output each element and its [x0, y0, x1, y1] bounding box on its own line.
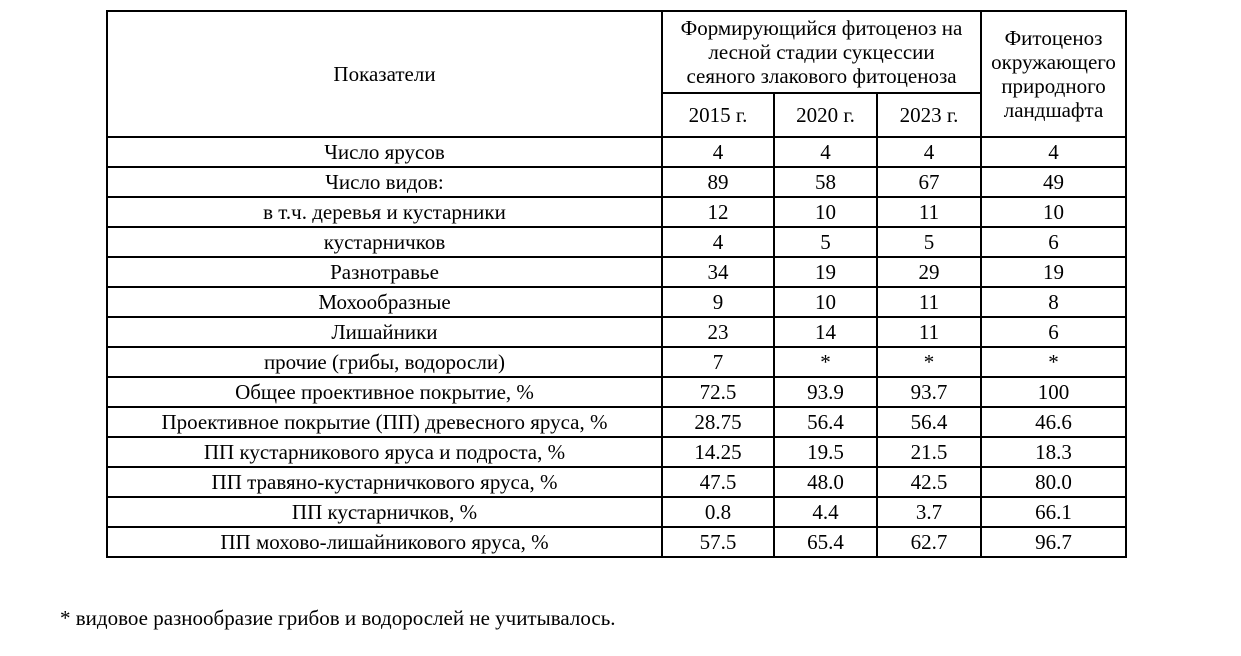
cell-indicator: Проективное покрытие (ПП) древесного яруса, % [107, 407, 662, 437]
table-row [107, 317, 1126, 347]
cell-2015: 4 [662, 227, 774, 257]
header-year-2023: 2023 г. [877, 93, 981, 137]
table-row [107, 167, 1126, 197]
table-row [107, 227, 1126, 257]
cell-2015: 23 [662, 317, 774, 347]
cell-landscape: 6 [981, 227, 1126, 257]
cell-2015: 89 [662, 167, 774, 197]
cell-indicator: Разнотравье [107, 257, 662, 287]
header-year-2020: 2020 г. [774, 93, 877, 137]
cell-landscape: 10 [981, 197, 1126, 227]
cell-2020: 5 [774, 227, 877, 257]
cell-indicator: кустарничков [107, 227, 662, 257]
cell-2023: 62.7 [877, 527, 981, 557]
cell-2020: * [774, 347, 877, 377]
cell-2020: 10 [774, 197, 877, 227]
cell-2020: 14 [774, 317, 877, 347]
cell-2023: 3.7 [877, 497, 981, 527]
cell-2023: 11 [877, 197, 981, 227]
cell-indicator: ПП травяно-кустарничкового яруса, % [107, 467, 662, 497]
cell-2023: 11 [877, 287, 981, 317]
cell-2023: 42.5 [877, 467, 981, 497]
cell-indicator: Лишайники [107, 317, 662, 347]
table-row [107, 287, 1126, 317]
cell-2020: 48.0 [774, 467, 877, 497]
table-row [107, 377, 1126, 407]
cell-2020: 10 [774, 287, 877, 317]
cell-indicator: Число ярусов [107, 137, 662, 167]
table-body [107, 137, 1126, 557]
cell-2020: 4.4 [774, 497, 877, 527]
cell-2020: 93.9 [774, 377, 877, 407]
cell-indicator: Общее проективное покрытие, % [107, 377, 662, 407]
header-indicator: Показатели [107, 11, 662, 137]
header-group-line: лесной стадии сукцессии [708, 40, 935, 64]
table-row [107, 257, 1126, 287]
cell-2020: 4 [774, 137, 877, 167]
header-landscape-line: Фитоценоз [1004, 26, 1103, 50]
header-landscape [981, 11, 1126, 137]
header-group [662, 11, 981, 93]
cell-2020: 19.5 [774, 437, 877, 467]
header-landscape-line: ландшафта [1003, 98, 1104, 122]
cell-2015: 28.75 [662, 407, 774, 437]
cell-2015: 57.5 [662, 527, 774, 557]
cell-2015: 34 [662, 257, 774, 287]
cell-2023: 5 [877, 227, 981, 257]
cell-landscape: 6 [981, 317, 1126, 347]
cell-landscape: 80.0 [981, 467, 1126, 497]
cell-2015: 0.8 [662, 497, 774, 527]
cell-2023: 11 [877, 317, 981, 347]
header-landscape-line: окружающего [991, 50, 1116, 74]
cell-2015: 9 [662, 287, 774, 317]
cell-indicator: Число видов: [107, 167, 662, 197]
table-row [107, 407, 1126, 437]
table-row [107, 437, 1126, 467]
cell-landscape: * [981, 347, 1126, 377]
cell-2015: 12 [662, 197, 774, 227]
cell-2015: 14.25 [662, 437, 774, 467]
cell-2023: 21.5 [877, 437, 981, 467]
cell-landscape: 49 [981, 167, 1126, 197]
cell-landscape: 46.6 [981, 407, 1126, 437]
cell-2023: 4 [877, 137, 981, 167]
cell-landscape: 18.3 [981, 437, 1126, 467]
cell-2023: 56.4 [877, 407, 981, 437]
cell-indicator: ПП кустарникового яруса и подроста, % [107, 437, 662, 467]
cell-indicator: ПП кустарничков, % [107, 497, 662, 527]
cell-indicator: Мохообразные [107, 287, 662, 317]
cell-2015: 7 [662, 347, 774, 377]
cell-2015: 4 [662, 137, 774, 167]
table-row [107, 527, 1126, 557]
header-year-2015: 2015 г. [662, 93, 774, 137]
cell-landscape: 96.7 [981, 527, 1126, 557]
table-row [107, 467, 1126, 497]
footnote: * видовое разнообразие грибов и водорослей не учитывалось. [60, 606, 616, 630]
cell-2023: 67 [877, 167, 981, 197]
cell-2023: * [877, 347, 981, 377]
cell-2020: 19 [774, 257, 877, 287]
cell-2020: 56.4 [774, 407, 877, 437]
cell-indicator: прочие (грибы, водоросли) [107, 347, 662, 377]
table-row [107, 497, 1126, 527]
cell-2020: 65.4 [774, 527, 877, 557]
cell-landscape: 8 [981, 287, 1126, 317]
header-group-line: сеяного злакового фитоценоза [686, 64, 957, 88]
cell-landscape: 100 [981, 377, 1126, 407]
cell-2015: 72.5 [662, 377, 774, 407]
header-group-line: Формирующийся фитоценоз на [680, 16, 963, 40]
cell-landscape: 66.1 [981, 497, 1126, 527]
cell-2023: 93.7 [877, 377, 981, 407]
table-row [107, 137, 1126, 167]
cell-indicator: в т.ч. деревья и кустарники [107, 197, 662, 227]
data-table [106, 10, 1127, 558]
table-row [107, 347, 1126, 377]
header-row-top [107, 11, 1126, 93]
cell-landscape: 19 [981, 257, 1126, 287]
header-landscape-line: природного [1001, 74, 1106, 98]
cell-landscape: 4 [981, 137, 1126, 167]
cell-2023: 29 [877, 257, 981, 287]
cell-indicator: ПП мохово-лишайникового яруса, % [107, 527, 662, 557]
cell-2020: 58 [774, 167, 877, 197]
table-row [107, 197, 1126, 227]
cell-2015: 47.5 [662, 467, 774, 497]
